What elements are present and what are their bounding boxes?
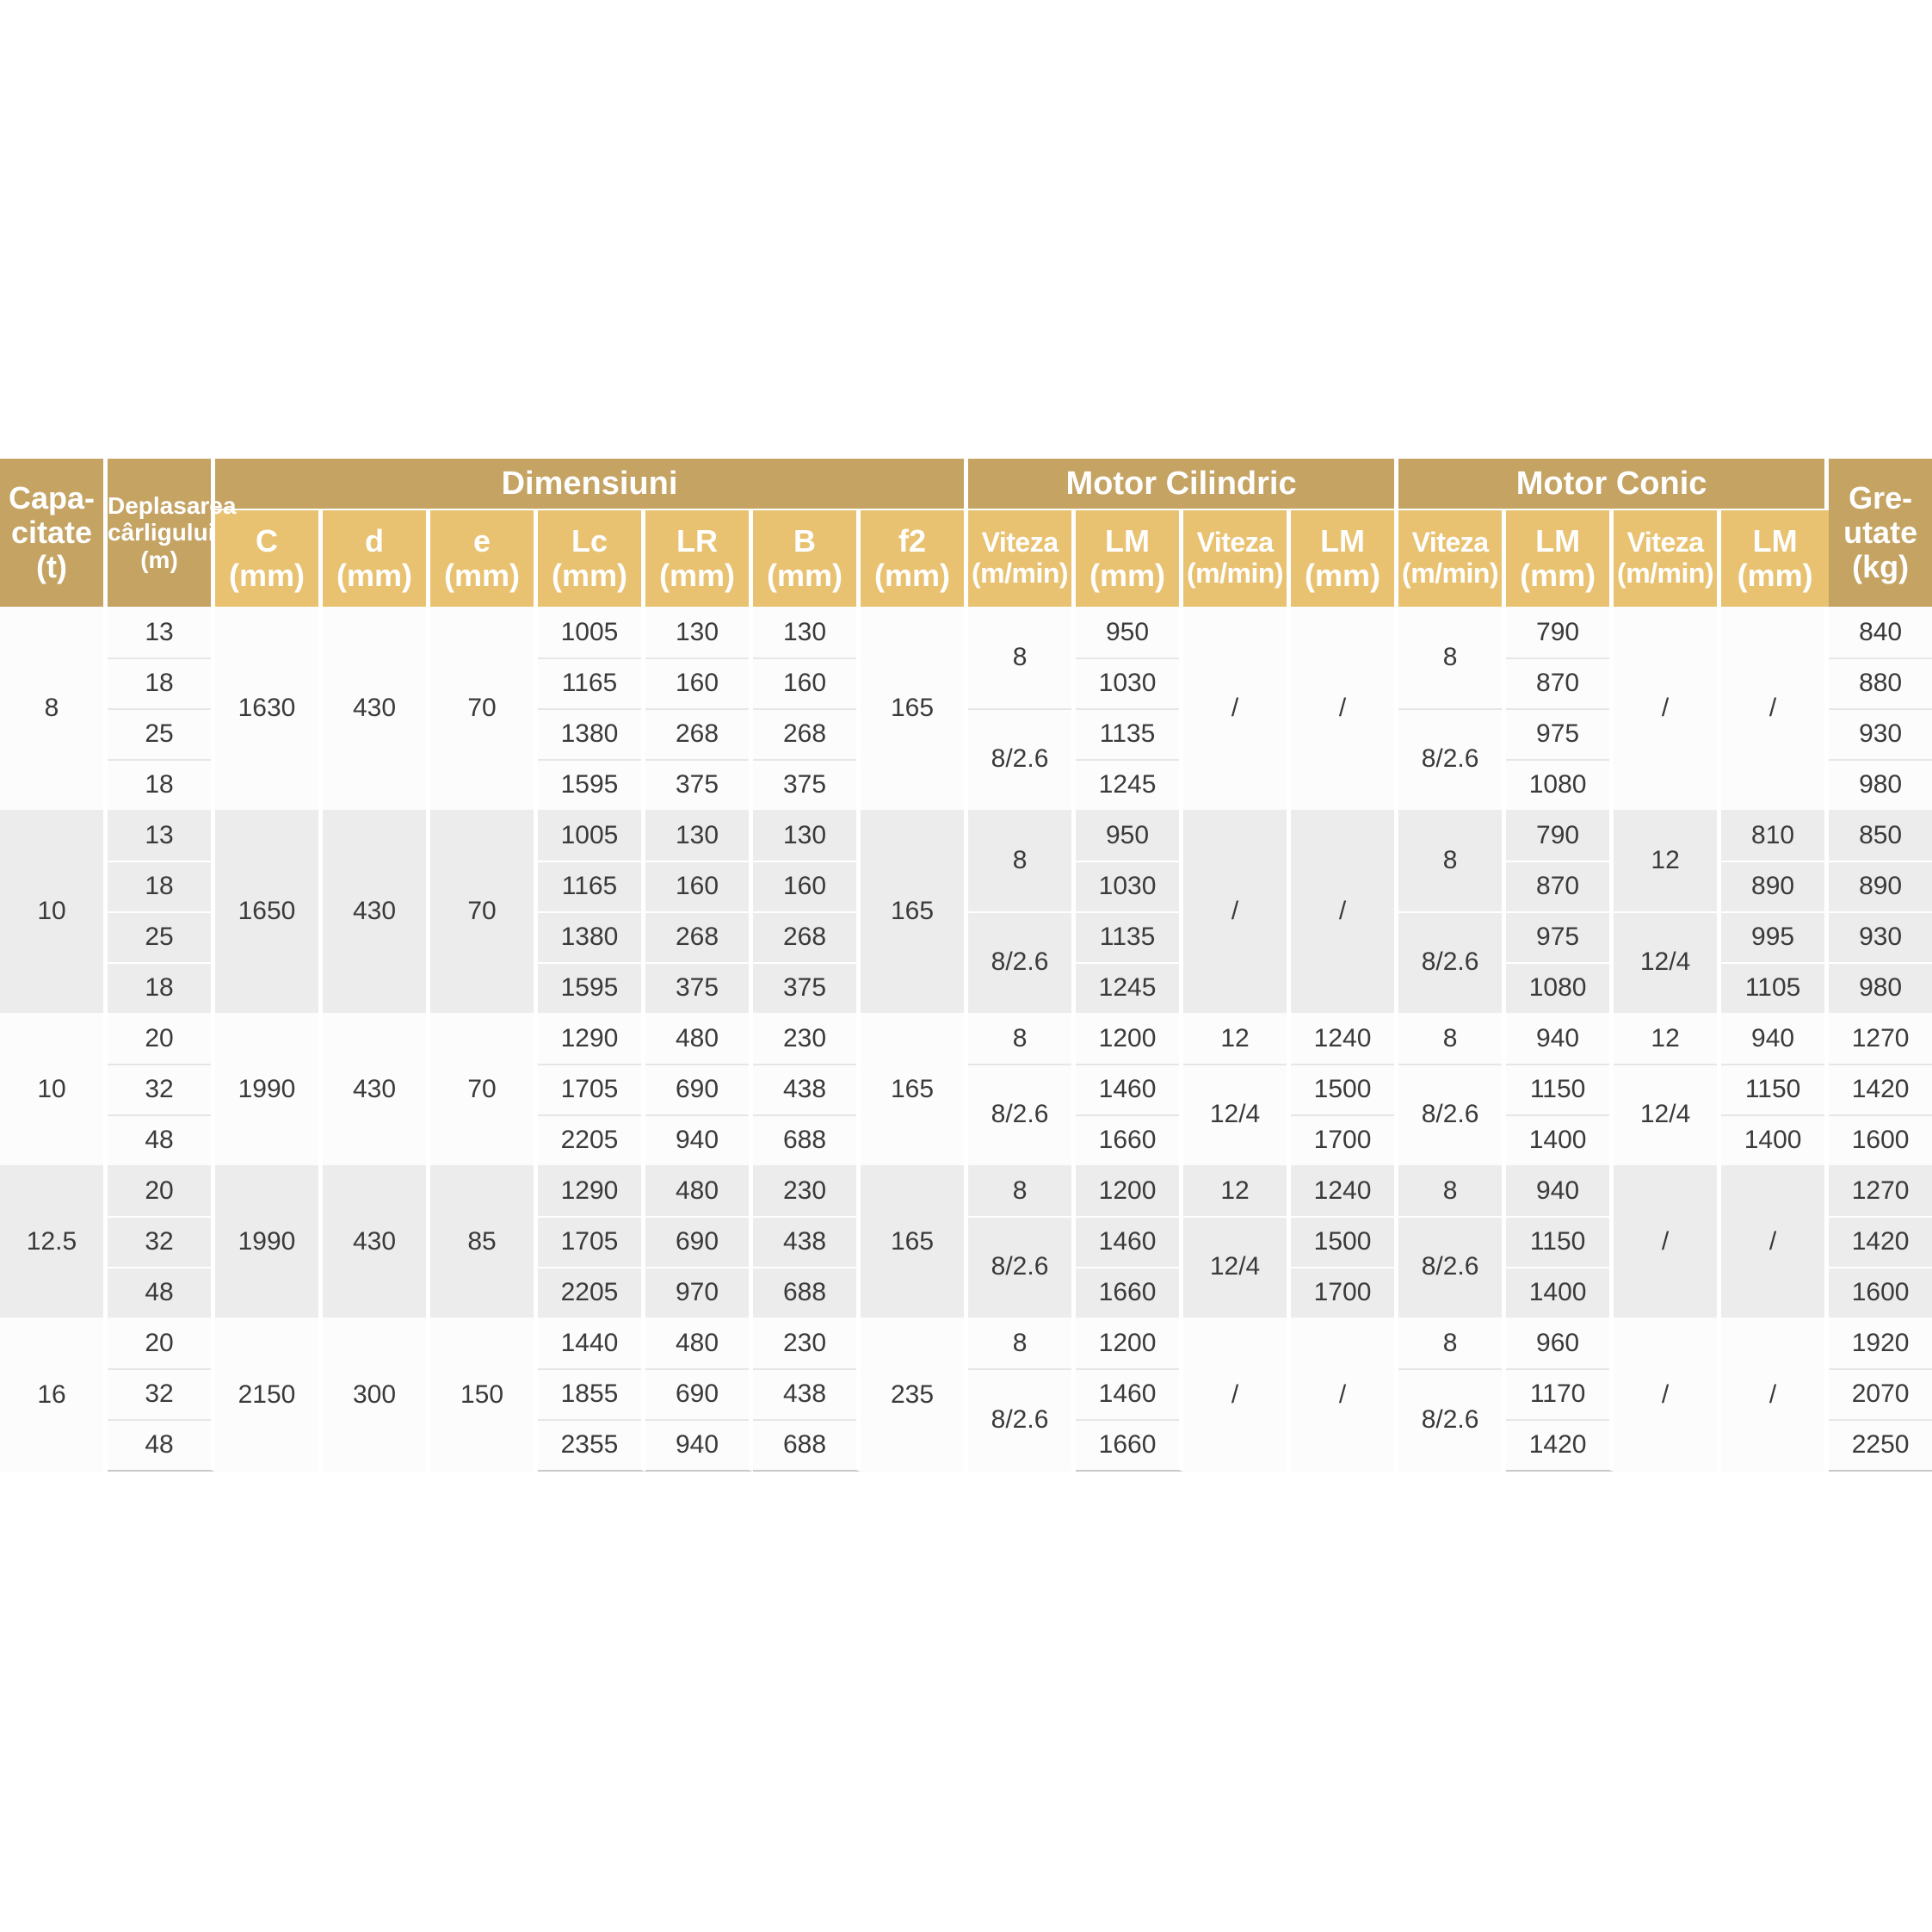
lc-cell: 1440 (538, 1318, 645, 1368)
hoist-spec-table (0, 459, 1932, 1472)
lr-cell: 375 (645, 759, 753, 810)
capacity-cell: 8 (0, 607, 108, 810)
lr-cell: 130 (645, 810, 753, 861)
c-cell: 2150 (215, 1318, 323, 1472)
con-viteza1-header: Viteza (m/min) (1398, 510, 1506, 607)
hook-travel-cell: 48 (108, 1267, 215, 1318)
capacity-cell: 10 (0, 810, 108, 1013)
cil-lm1-cell: 1200 (1076, 1013, 1183, 1064)
weight-header: Gre- utate (kg) (1829, 459, 1932, 607)
cil-viteza1-cell: 8 (968, 1013, 1076, 1064)
lr-cell: 970 (645, 1267, 753, 1318)
f2-cell: 165 (861, 1013, 968, 1165)
con-lm2-cell: 995 (1721, 911, 1829, 962)
hook-travel-cell: 48 (108, 1114, 215, 1165)
con-viteza2-cell: / (1614, 607, 1721, 810)
cil-lm1-cell: 1030 (1076, 657, 1183, 708)
b-cell: 268 (753, 911, 861, 962)
cil-viteza2-cell: 12 (1183, 1165, 1291, 1216)
capacity-group (0, 607, 1932, 810)
cil-viteza1-cell: 8 (968, 1165, 1076, 1216)
cil-lm2-cell: / (1291, 1318, 1398, 1472)
col-b-header: B (mm) (753, 510, 861, 607)
hook-travel-cell: 18 (108, 759, 215, 810)
con-lm2-cell: 890 (1721, 861, 1829, 911)
hook-travel-cell: 25 (108, 911, 215, 962)
weight-cell: 2250 (1829, 1419, 1932, 1472)
table-header (0, 459, 1932, 607)
capacity-group (0, 1165, 1932, 1318)
cil-viteza1-cell: 8/2.6 (968, 1216, 1076, 1318)
capacity-cell: 12.5 (0, 1165, 108, 1318)
cil-lm2-cell: 1240 (1291, 1165, 1398, 1216)
lc-cell: 1855 (538, 1368, 645, 1419)
b-cell: 375 (753, 962, 861, 1013)
lc-cell: 2355 (538, 1419, 645, 1472)
cil-lm2-cell: / (1291, 607, 1398, 810)
con-lm1-cell: 1080 (1506, 962, 1614, 1013)
f2-cell: 235 (861, 1318, 968, 1472)
lr-cell: 690 (645, 1368, 753, 1419)
hook-travel-header: Deplasarea cârligului (m) (108, 459, 215, 607)
con-lm1-cell: 1400 (1506, 1267, 1614, 1318)
b-cell: 688 (753, 1114, 861, 1165)
d-cell: 430 (323, 1165, 430, 1318)
con-viteza1-cell: 8 (1398, 810, 1506, 911)
cil-viteza2-cell: / (1183, 810, 1291, 1013)
cil-lm1-cell: 1245 (1076, 962, 1183, 1013)
motor-conic-header: Motor Conic (1398, 459, 1829, 510)
cil-lm1-cell: 1135 (1076, 708, 1183, 759)
con-lm1-cell: 1150 (1506, 1216, 1614, 1267)
weight-cell: 2070 (1829, 1368, 1932, 1419)
con-viteza1-cell: 8/2.6 (1398, 911, 1506, 1013)
b-cell: 160 (753, 657, 861, 708)
e-cell: 70 (430, 1013, 538, 1165)
lr-cell: 480 (645, 1165, 753, 1216)
hook-travel-cell: 13 (108, 810, 215, 861)
cil-lm1-cell: 1660 (1076, 1114, 1183, 1165)
lr-cell: 940 (645, 1114, 753, 1165)
lr-cell: 480 (645, 1013, 753, 1064)
b-cell: 268 (753, 708, 861, 759)
lr-cell: 690 (645, 1064, 753, 1114)
con-viteza2-header: Viteza (m/min) (1614, 510, 1721, 607)
con-lm2-cell: 1150 (1721, 1064, 1829, 1114)
cil-lm1-cell: 1200 (1076, 1318, 1183, 1368)
d-cell: 300 (323, 1318, 430, 1472)
con-viteza1-cell: 8 (1398, 1013, 1506, 1064)
lr-cell: 375 (645, 962, 753, 1013)
cil-viteza2-header: Viteza (m/min) (1183, 510, 1291, 607)
f2-cell: 165 (861, 607, 968, 810)
con-lm1-cell: 790 (1506, 810, 1614, 861)
con-lm1-cell: 1170 (1506, 1368, 1614, 1419)
c-cell: 1990 (215, 1165, 323, 1318)
b-cell: 375 (753, 759, 861, 810)
b-cell: 438 (753, 1368, 861, 1419)
cil-lm1-cell: 950 (1076, 810, 1183, 861)
con-viteza2-cell: 12/4 (1614, 1064, 1721, 1165)
con-viteza1-cell: 8/2.6 (1398, 1216, 1506, 1318)
cil-viteza1-cell: 8 (968, 607, 1076, 708)
lc-cell: 1290 (538, 1013, 645, 1064)
cil-lm2-header: LM (mm) (1291, 510, 1398, 607)
lr-cell: 130 (645, 607, 753, 657)
hook-travel-cell: 32 (108, 1064, 215, 1114)
con-viteza1-cell: 8/2.6 (1398, 708, 1506, 810)
col-c-header: C (mm) (215, 510, 323, 607)
con-viteza2-cell: 12 (1614, 810, 1721, 911)
b-cell: 438 (753, 1216, 861, 1267)
b-cell: 688 (753, 1267, 861, 1318)
b-cell: 230 (753, 1013, 861, 1064)
weight-cell: 850 (1829, 810, 1932, 861)
cil-lm1-cell: 1660 (1076, 1267, 1183, 1318)
cil-viteza1-cell: 8/2.6 (968, 1064, 1076, 1165)
e-cell: 70 (430, 607, 538, 810)
cil-viteza1-header: Viteza (m/min) (968, 510, 1076, 607)
cil-lm1-cell: 1460 (1076, 1064, 1183, 1114)
con-lm2-cell: 810 (1721, 810, 1829, 861)
col-d-header: d (mm) (323, 510, 430, 607)
lc-cell: 1380 (538, 708, 645, 759)
cil-viteza1-cell: 8 (968, 810, 1076, 911)
weight-cell: 880 (1829, 657, 1932, 708)
motor-cilindric-header: Motor Cilindric (968, 459, 1398, 510)
c-cell: 1630 (215, 607, 323, 810)
hook-travel-cell: 20 (108, 1165, 215, 1216)
hook-travel-cell: 18 (108, 962, 215, 1013)
col-e-header: e (mm) (430, 510, 538, 607)
dimensions-header: Dimensiuni (215, 459, 968, 510)
e-cell: 85 (430, 1165, 538, 1318)
table-row (0, 1318, 1932, 1368)
capacity-cell: 16 (0, 1318, 108, 1472)
lc-cell: 1165 (538, 861, 645, 911)
lc-cell: 1165 (538, 657, 645, 708)
con-viteza1-cell: 8/2.6 (1398, 1368, 1506, 1472)
lr-cell: 160 (645, 657, 753, 708)
con-viteza1-cell: 8/2.6 (1398, 1064, 1506, 1165)
con-lm1-cell: 975 (1506, 708, 1614, 759)
lc-cell: 1705 (538, 1064, 645, 1114)
col-f2-header: f2 (mm) (861, 510, 968, 607)
weight-cell: 1920 (1829, 1318, 1932, 1368)
table-row (0, 810, 1932, 861)
con-lm1-cell: 1420 (1506, 1419, 1614, 1472)
f2-cell: 165 (861, 1165, 968, 1318)
cil-lm1-cell: 1660 (1076, 1419, 1183, 1472)
con-lm2-cell: 940 (1721, 1013, 1829, 1064)
c-cell: 1990 (215, 1013, 323, 1165)
cil-lm2-cell: 1500 (1291, 1064, 1398, 1114)
b-cell: 230 (753, 1165, 861, 1216)
lr-cell: 160 (645, 861, 753, 911)
lr-cell: 268 (645, 708, 753, 759)
con-viteza2-cell: / (1614, 1165, 1721, 1318)
lr-cell: 480 (645, 1318, 753, 1368)
weight-cell: 980 (1829, 759, 1932, 810)
cil-lm1-header: LM (mm) (1076, 510, 1183, 607)
cil-lm2-cell: 1700 (1291, 1114, 1398, 1165)
con-lm2-cell: / (1721, 1318, 1829, 1472)
lr-cell: 268 (645, 911, 753, 962)
capacity-group (0, 810, 1932, 1013)
capacity-group (0, 1013, 1932, 1165)
con-lm2-cell: 1400 (1721, 1114, 1829, 1165)
cil-viteza2-cell: 12/4 (1183, 1064, 1291, 1165)
cil-lm1-cell: 1460 (1076, 1368, 1183, 1419)
cil-viteza1-cell: 8/2.6 (968, 1368, 1076, 1472)
con-lm1-cell: 1400 (1506, 1114, 1614, 1165)
d-cell: 430 (323, 810, 430, 1013)
con-viteza1-cell: 8 (1398, 1165, 1506, 1216)
f2-cell: 165 (861, 810, 968, 1013)
cil-viteza1-cell: 8/2.6 (968, 708, 1076, 810)
lc-cell: 2205 (538, 1267, 645, 1318)
weight-cell: 840 (1829, 607, 1932, 657)
lc-cell: 1005 (538, 607, 645, 657)
b-cell: 130 (753, 607, 861, 657)
lc-cell: 1005 (538, 810, 645, 861)
con-viteza2-cell: / (1614, 1318, 1721, 1472)
table-row (0, 1013, 1932, 1064)
lc-cell: 1595 (538, 962, 645, 1013)
cil-viteza2-cell: / (1183, 607, 1291, 810)
weight-cell: 1420 (1829, 1216, 1932, 1267)
capacity-group (0, 1318, 1932, 1472)
con-lm2-header: LM (mm) (1721, 510, 1829, 607)
hook-travel-cell: 18 (108, 657, 215, 708)
weight-cell: 930 (1829, 911, 1932, 962)
con-viteza1-cell: 8 (1398, 1318, 1506, 1368)
weight-cell: 1270 (1829, 1165, 1932, 1216)
weight-cell: 1600 (1829, 1267, 1932, 1318)
lr-cell: 940 (645, 1419, 753, 1472)
con-lm1-cell: 940 (1506, 1013, 1614, 1064)
con-lm2-cell: 1105 (1721, 962, 1829, 1013)
con-lm1-cell: 1150 (1506, 1064, 1614, 1114)
cil-lm2-cell: / (1291, 810, 1398, 1013)
con-lm1-cell: 1080 (1506, 759, 1614, 810)
cil-viteza1-cell: 8/2.6 (968, 911, 1076, 1013)
con-viteza2-cell: 12/4 (1614, 911, 1721, 1013)
weight-cell: 1270 (1829, 1013, 1932, 1064)
cil-lm2-cell: 1240 (1291, 1013, 1398, 1064)
hook-travel-cell: 32 (108, 1368, 215, 1419)
c-cell: 1650 (215, 810, 323, 1013)
con-lm1-header: LM (mm) (1506, 510, 1614, 607)
b-cell: 230 (753, 1318, 861, 1368)
cil-viteza1-cell: 8 (968, 1318, 1076, 1368)
lr-cell: 690 (645, 1216, 753, 1267)
capacity-header: Capa- citate (t) (0, 459, 108, 607)
col-lr-header: LR (mm) (645, 510, 753, 607)
cil-lm2-cell: 1500 (1291, 1216, 1398, 1267)
e-cell: 70 (430, 810, 538, 1013)
con-lm1-cell: 975 (1506, 911, 1614, 962)
b-cell: 160 (753, 861, 861, 911)
cil-viteza2-cell: / (1183, 1318, 1291, 1472)
cil-lm1-cell: 1460 (1076, 1216, 1183, 1267)
lc-cell: 1705 (538, 1216, 645, 1267)
con-viteza1-cell: 8 (1398, 607, 1506, 708)
cil-lm1-cell: 1030 (1076, 861, 1183, 911)
weight-cell: 1420 (1829, 1064, 1932, 1114)
con-lm1-cell: 940 (1506, 1165, 1614, 1216)
b-cell: 688 (753, 1419, 861, 1472)
con-lm1-cell: 960 (1506, 1318, 1614, 1368)
d-cell: 430 (323, 607, 430, 810)
weight-cell: 930 (1829, 708, 1932, 759)
table-row (0, 607, 1932, 657)
lc-cell: 1290 (538, 1165, 645, 1216)
hook-travel-cell: 48 (108, 1419, 215, 1472)
cil-lm1-cell: 1245 (1076, 759, 1183, 810)
b-cell: 438 (753, 1064, 861, 1114)
weight-cell: 980 (1829, 962, 1932, 1013)
hook-travel-cell: 13 (108, 607, 215, 657)
hook-travel-cell: 20 (108, 1318, 215, 1368)
con-lm1-cell: 870 (1506, 861, 1614, 911)
con-lm2-cell: / (1721, 607, 1829, 810)
cil-lm1-cell: 1200 (1076, 1165, 1183, 1216)
d-cell: 430 (323, 1013, 430, 1165)
lc-cell: 2205 (538, 1114, 645, 1165)
cil-viteza2-cell: 12/4 (1183, 1216, 1291, 1318)
capacity-cell: 10 (0, 1013, 108, 1165)
cil-viteza2-cell: 12 (1183, 1013, 1291, 1064)
lc-cell: 1595 (538, 759, 645, 810)
hook-travel-cell: 32 (108, 1216, 215, 1267)
con-lm2-cell: / (1721, 1165, 1829, 1318)
weight-cell: 1600 (1829, 1114, 1932, 1165)
b-cell: 130 (753, 810, 861, 861)
hook-travel-cell: 18 (108, 861, 215, 911)
e-cell: 150 (430, 1318, 538, 1472)
cil-lm2-cell: 1700 (1291, 1267, 1398, 1318)
hook-travel-cell: 20 (108, 1013, 215, 1064)
table-row (0, 1165, 1932, 1216)
cil-lm1-cell: 1135 (1076, 911, 1183, 962)
cil-lm1-cell: 950 (1076, 607, 1183, 657)
con-viteza2-cell: 12 (1614, 1013, 1721, 1064)
con-lm1-cell: 790 (1506, 607, 1614, 657)
weight-cell: 890 (1829, 861, 1932, 911)
con-lm1-cell: 870 (1506, 657, 1614, 708)
lc-cell: 1380 (538, 911, 645, 962)
col-lc-header: Lc (mm) (538, 510, 645, 607)
hook-travel-cell: 25 (108, 708, 215, 759)
